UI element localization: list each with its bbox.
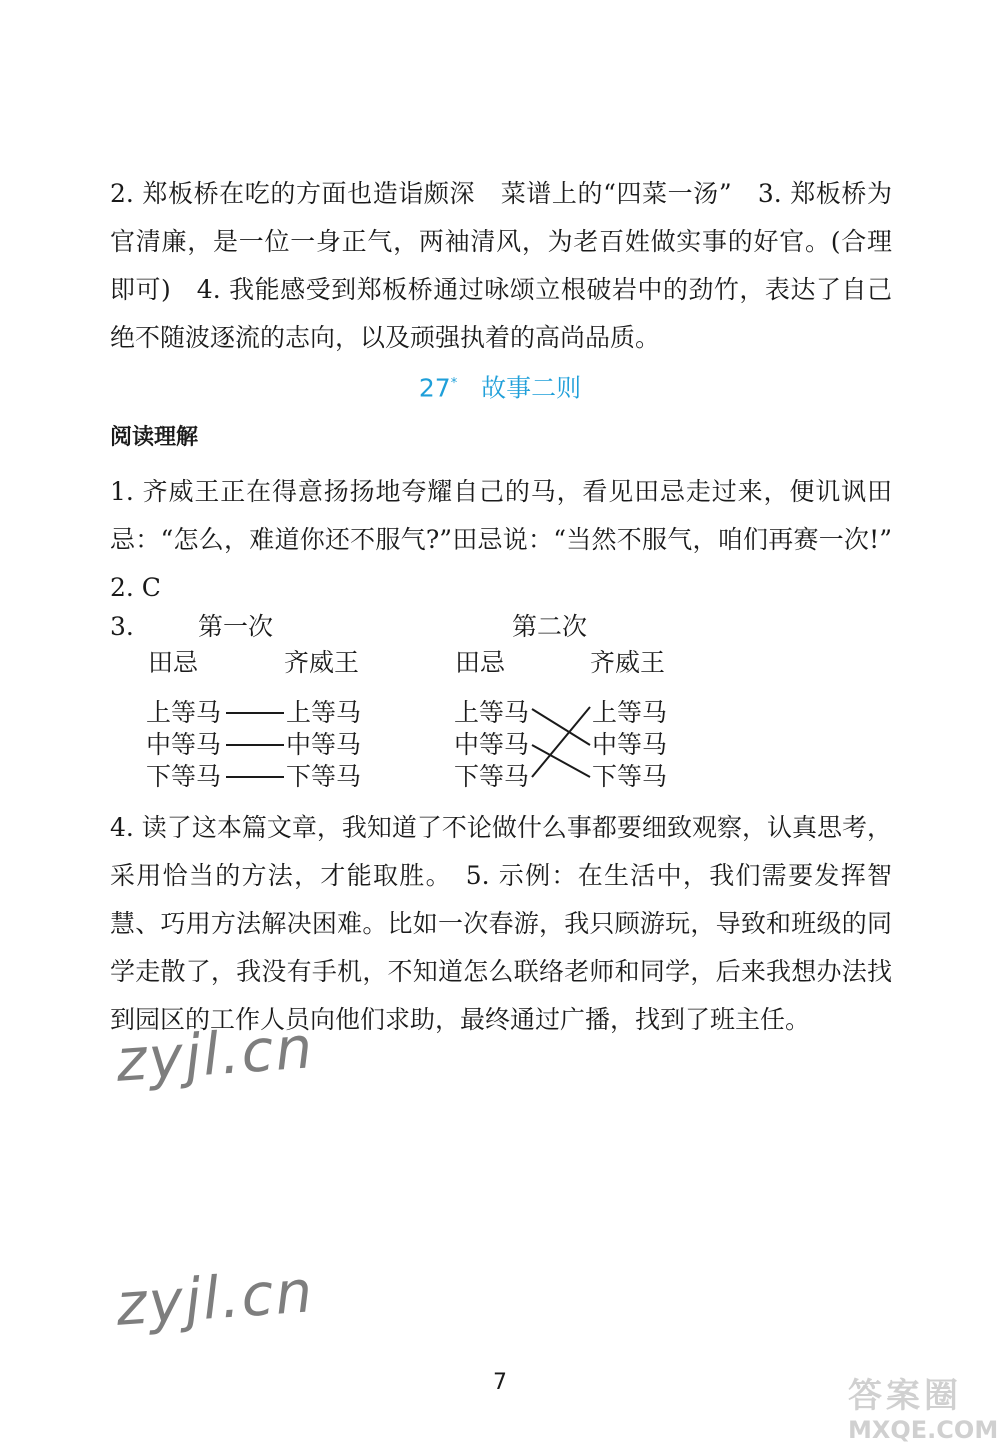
- lesson-mark: *: [450, 376, 458, 391]
- second-race-left-header: 田忌: [455, 648, 506, 677]
- second-race-right-horse: 上等马: [592, 698, 668, 727]
- second-race-right-horse: 中等马: [592, 730, 668, 759]
- second-race-left-horse: 下等马: [454, 762, 530, 791]
- second-race-right-horse: 下等马: [592, 762, 668, 791]
- horse-race-diagram: [0, 605, 1000, 805]
- first-race-left-horse: 下等马: [146, 762, 222, 791]
- lesson-title: [0, 364, 1000, 408]
- corner-watermark-top: 答案圈: [848, 1376, 962, 1416]
- second-race-left-horse: 中等马: [454, 730, 530, 759]
- first-race-left-horse: 上等马: [146, 698, 222, 727]
- matching-lines: [0, 605, 1000, 805]
- corner-watermark-bottom: MXQE.COM: [848, 1416, 999, 1444]
- question-number: 3.: [110, 612, 134, 641]
- first-race-right-horse: 中等马: [286, 730, 362, 759]
- first-race-left-header: 田忌: [148, 648, 199, 677]
- answer-text-q4-q5: 4. 读了这本篇文章，我知道了不论做什么事都要细致观察，认真思考，采用恰当的方法，才能取胜。 5. 示例：在生活中，我们需要发挥智慧、巧用方法解决困难。比如一次春游，我只顾游玩，导致和班级的同学走散了，我没有手机，不知道怎么联络老师和同学，后来我想办法找到园区的工作人员向他们求助，最终通过广播，找到了班主任。: [110, 813, 892, 1034]
- answer-text-q1-q2: 1. 齐威王正在得意扬扬地夸耀自己的马，看见田忌走过来，便讥讽田忌：“怎么，难道你还不服气?”田忌说：“当然不服气，咱们再赛一次!” 2. C: [110, 477, 918, 602]
- match-line-second-bottom: [532, 707, 590, 777]
- first-race-left-horse: 中等马: [146, 730, 222, 759]
- watermark-middle: zyjl.cn: [113, 1013, 317, 1095]
- lesson-number: 27: [418, 373, 451, 403]
- second-race-left-horse: 上等马: [454, 698, 530, 727]
- first-race-right-horse: 上等马: [286, 698, 362, 727]
- first-race-right-header: 齐威王: [284, 648, 360, 677]
- first-race-label: 第一次: [198, 612, 274, 641]
- second-race-right-header: 齐威王: [590, 648, 666, 677]
- page-number: 7: [493, 1370, 507, 1395]
- second-race-label: 第二次: [512, 612, 588, 641]
- watermark-lower: zyjl.cn: [113, 1257, 317, 1339]
- first-race-right-horse: 下等马: [286, 762, 362, 791]
- lesson-name: 故事二则: [481, 373, 582, 403]
- match-line-second-top: [532, 709, 590, 745]
- section-heading: 阅读理解: [110, 425, 199, 450]
- answer-text-section-26: 2. 郑板桥在吃的方面也造诣颇深 菜谱上的“四菜一汤” 3. 郑板桥为官清廉，是一位一身正气，两袖清风，为老百姓做实事的好官。(合理即可) 4. 我能感受到郑板桥通过咏颂立根破岩中的劲竹，表达了自己绝不随波逐流的志向，以及顽强执着的高尚品质。: [110, 179, 892, 352]
- match-line-second-middle: [532, 745, 590, 777]
